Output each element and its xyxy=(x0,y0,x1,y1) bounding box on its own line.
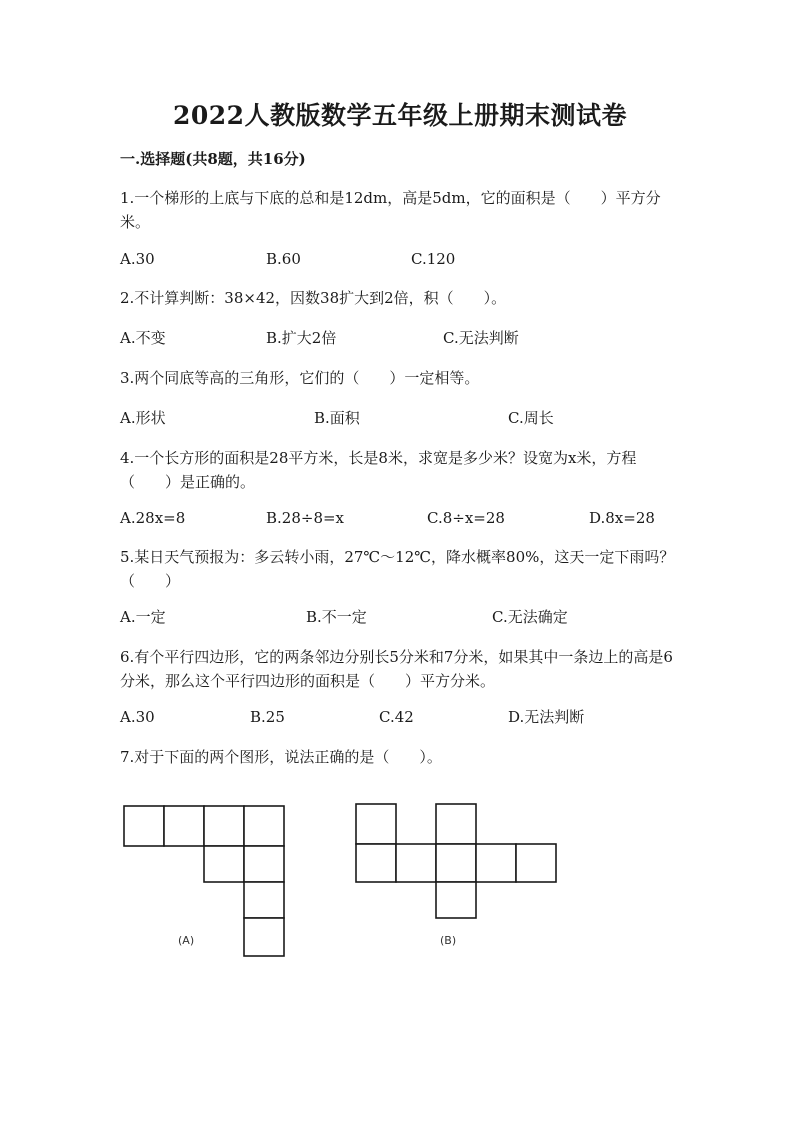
net-b-square xyxy=(356,804,396,844)
net-b-square xyxy=(436,844,476,882)
figure-label-a: (A) xyxy=(178,934,195,947)
question-2-option-a[interactable]: A.不变 xyxy=(120,329,166,347)
net-b-square xyxy=(396,844,436,882)
net-b-square xyxy=(516,844,556,882)
question-2-option-b[interactable]: B.扩大2倍 xyxy=(266,329,337,347)
question-1-option-a[interactable]: A.30 xyxy=(120,250,155,268)
question-6-option-b[interactable]: B.25 xyxy=(250,708,285,726)
question-5-stem: 5.某日天气预报为：多云转小雨，27℃～12℃，降水概率80%，这天一定下雨吗？（ ） xyxy=(120,548,675,590)
question-1-stem: 1.一个梯形的上底与下底的总和是12dm，高是5dm，它的面积是（ ）平方分米。 xyxy=(120,189,661,231)
question-3-option-b[interactable]: B.面积 xyxy=(314,409,360,427)
question-6-option-a[interactable]: A.30 xyxy=(120,708,155,726)
net-b-square xyxy=(356,844,396,882)
question-5-option-c[interactable]: C.无法确定 xyxy=(492,608,568,626)
page-title: 2022人教版数学五年级上册期末测试卷 xyxy=(172,101,628,130)
question-4-option-c[interactable]: C.8÷x=28 xyxy=(427,509,505,527)
cube-nets-figure xyxy=(120,798,570,962)
question-3-option-c[interactable]: C.周长 xyxy=(508,409,554,427)
question-2-option-c[interactable]: C.无法判断 xyxy=(443,329,519,347)
question-5-option-b[interactable]: B.不一定 xyxy=(306,608,367,626)
question-7-stem: 7.对于下面的两个图形，说法正确的是（ ）。 xyxy=(120,748,442,766)
net-a-square xyxy=(124,806,164,846)
question-3-option-a[interactable]: A.形状 xyxy=(120,409,166,427)
question-4-stem: 4.一个长方形的面积是28平方米，长是8米，求宽是多少米？设宽为x米，方程（ ）是正确的。 xyxy=(120,449,637,491)
question-3-stem: 3.两个同底等高的三角形，它们的（ ）一定相等。 xyxy=(120,369,480,387)
question-4-option-d[interactable]: D.8x=28 xyxy=(589,509,655,527)
net-a-square xyxy=(244,882,284,918)
net-a-square xyxy=(244,918,284,956)
net-a-square xyxy=(164,806,204,846)
net-a-square xyxy=(204,846,244,882)
net-b-square xyxy=(436,804,476,844)
question-2-stem: 2.不计算判断：38×42，因数38扩大到2倍，积（ ）。 xyxy=(120,289,507,307)
question-6-stem: 6.有个平行四边形，它的两条邻边分别长5分米和7分米，如果其中一条边上的高是6分米，那么这个平行四边形的面积是（ ）平方分米。 xyxy=(120,648,673,690)
question-4-option-a[interactable]: A.28x=8 xyxy=(120,509,186,527)
question-5-option-a[interactable]: A.一定 xyxy=(120,608,166,626)
net-b-square xyxy=(436,882,476,918)
net-b xyxy=(356,804,556,918)
question-1-option-b[interactable]: B.60 xyxy=(266,250,301,268)
net-a-square xyxy=(204,806,244,846)
question-6-option-c[interactable]: C.42 xyxy=(379,708,414,726)
section-heading: 一.选择题(共8题，共16分) xyxy=(120,150,306,168)
question-1-option-c[interactable]: C.120 xyxy=(411,250,456,268)
net-a-square xyxy=(244,806,284,846)
question-6-option-d[interactable]: D.无法判断 xyxy=(508,708,585,726)
figure-label-b: (B) xyxy=(440,934,457,947)
net-a xyxy=(124,806,284,956)
net-b-square xyxy=(476,844,516,882)
net-a-square xyxy=(244,846,284,882)
question-4-option-b[interactable]: B.28÷8=x xyxy=(266,509,345,527)
